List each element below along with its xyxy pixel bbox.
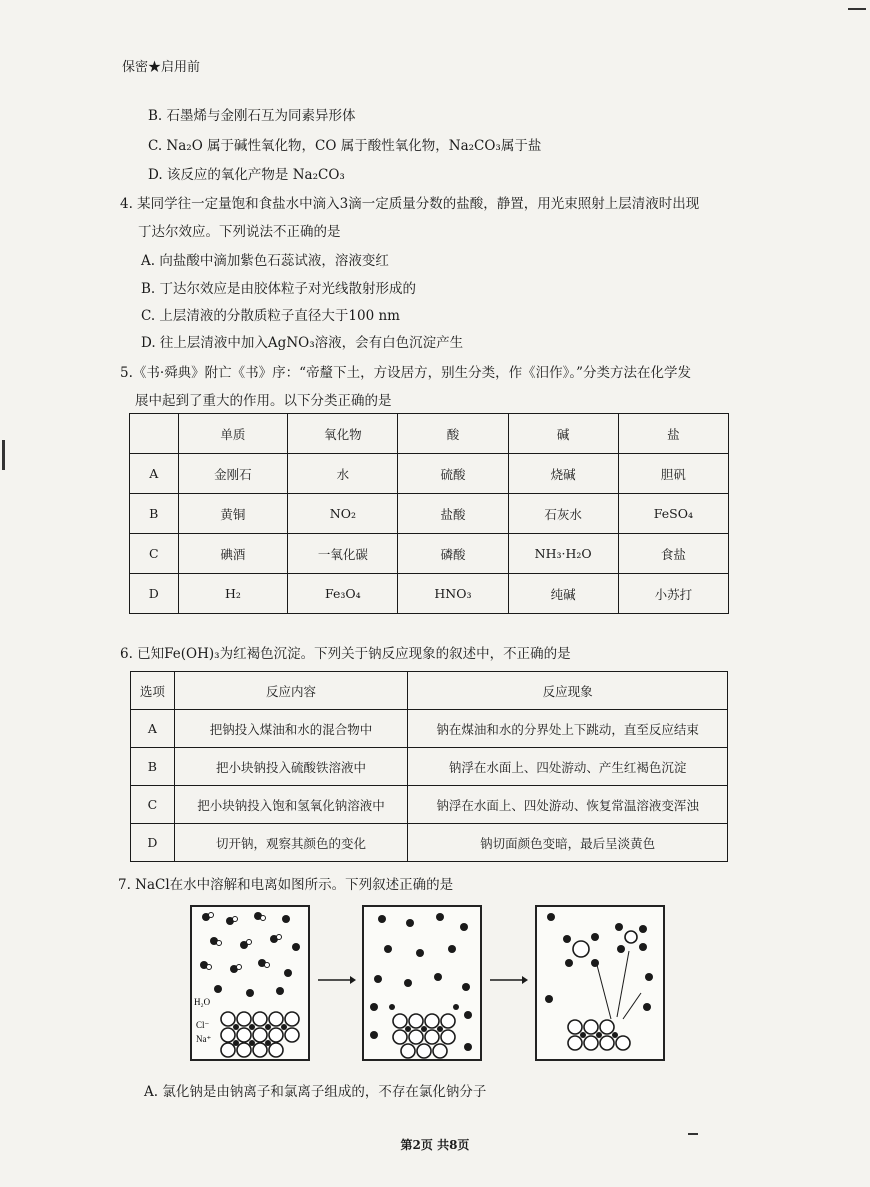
- table-cell: C: [130, 534, 179, 574]
- table-cell: 黄铜: [178, 494, 288, 534]
- table-cell: Fe₃O₄: [288, 574, 398, 614]
- dissolution-panel-1: [190, 905, 310, 1061]
- sodium-label: Na⁺: [196, 1034, 212, 1044]
- confidential-header: 保密★启用前: [122, 60, 201, 75]
- table-row: [131, 824, 728, 862]
- table-cell: D: [130, 574, 179, 614]
- table-cell: H₂: [178, 574, 288, 614]
- scan-artifact: [2, 440, 5, 470]
- table-header-row: [130, 414, 729, 454]
- q3-option-b: B. 石墨烯与金刚石互为同素异形体: [148, 108, 356, 124]
- table-row: [130, 494, 729, 534]
- table-cell: 盐酸: [398, 494, 508, 534]
- table-cell: 水: [288, 454, 398, 494]
- table-cell: 碘酒: [178, 534, 288, 574]
- table-row: [131, 748, 728, 786]
- table-cell: 硫酸: [398, 454, 508, 494]
- table-cell: A: [131, 710, 175, 748]
- table-cell: 切开钠，观察其颜色的变化: [174, 824, 407, 862]
- water-label: H₂O: [194, 997, 211, 1007]
- table-header-cell: 盐: [618, 414, 728, 454]
- q4-stem-line1: 4. 某同学往一定量饱和食盐水中滴入3滴一定质量分数的盐酸，静置，用光束照射上层清液时出现: [120, 196, 700, 212]
- table-cell: 钠浮在水面上、四处游动、产生红褐色沉淀: [408, 748, 728, 786]
- table-cell: B: [130, 494, 179, 534]
- sodium-reaction-table: [130, 671, 728, 862]
- table-cell: 纯碱: [508, 574, 618, 614]
- table-cell: 钠浮在水面上、四处游动、恢复常温溶液变浑浊: [408, 786, 728, 824]
- table-header-cell: 选项: [131, 672, 175, 710]
- table-cell: 小苏打: [618, 574, 728, 614]
- q5-stem-line2: 展中起到了重大的作用。以下分类正确的是: [135, 393, 392, 409]
- table-cell: 食盐: [618, 534, 728, 574]
- table-cell: HNO₃: [398, 574, 508, 614]
- table-row: [131, 710, 728, 748]
- table-row: [131, 786, 728, 824]
- dissolution-panel-2: [362, 905, 482, 1061]
- arrow-right-icon: [318, 974, 356, 986]
- q6-stem: 6. 已知Fe(OH)₃为红褐色沉淀。下列关于钠反应现象的叙述中，不正确的是: [120, 646, 571, 662]
- table-header-cell: 反应现象: [408, 672, 728, 710]
- table-row: [130, 454, 729, 494]
- table-cell: B: [131, 748, 175, 786]
- q5-stem-line1: 5.《书·舜典》附亡《书》序：“帝釐下土，方设居方，别生分类，作《汨作》。”分类方法在化学发: [120, 365, 691, 381]
- q4-option-d: D. 往上层清液中加入AgNO₃溶液，会有白色沉淀产生: [141, 335, 464, 351]
- arrow-right-icon: [490, 974, 528, 986]
- table-cell: 一氧化碳: [288, 534, 398, 574]
- table-cell: 金刚石: [178, 454, 288, 494]
- table-header-cell: 单质: [178, 414, 288, 454]
- table-cell: D: [131, 824, 175, 862]
- table-header-cell: 酸: [398, 414, 508, 454]
- scan-artifact: [688, 1133, 698, 1135]
- q7-stem: 7. NaCl在水中溶解和电离如图所示。下列叙述正确的是: [118, 877, 454, 893]
- table-cell: 胆矾: [618, 454, 728, 494]
- table-cell: 磷酸: [398, 534, 508, 574]
- q7-option-a: A. 氯化钠是由钠离子和氯离子组成的，不存在氯化钠分子: [144, 1084, 487, 1100]
- page-number: 第2页 共8页: [400, 1138, 470, 1152]
- table-header-cell: 反应内容: [174, 672, 407, 710]
- table-cell: 钠在煤油和水的分界处上下跳动，直至反应结束: [408, 710, 728, 748]
- q3-option-c: C. Na₂O 属于碱性氧化物，CO 属于酸性氧化物，Na₂CO₃属于盐: [148, 138, 542, 154]
- hydrated-ions-illustration: [537, 907, 663, 1059]
- table-cell: 把小块钠投入硫酸铁溶液中: [174, 748, 407, 786]
- molecules-illustration: [192, 907, 308, 1059]
- table-header-cell: 氧化物: [288, 414, 398, 454]
- table-cell: FeSO₄: [618, 494, 728, 534]
- table-header-row: [131, 672, 728, 710]
- q4-option-b: B. 丁达尔效应是由胶体粒子对光线散射形成的: [141, 281, 417, 297]
- table-header-cell: 碱: [508, 414, 618, 454]
- chloride-label: Cl⁻: [196, 1020, 210, 1030]
- q3-option-d: D. 该反应的氧化产物是 Na₂CO₃: [148, 167, 345, 183]
- q4-stem-line2: 丁达尔效应。下列说法不正确的是: [138, 224, 341, 240]
- table-cell: 石灰水: [508, 494, 618, 534]
- table-header-cell: [130, 414, 179, 454]
- scan-artifact: [848, 8, 866, 10]
- table-cell: 钠切面颜色变暗，最后呈淡黄色: [408, 824, 728, 862]
- table-row: [130, 534, 729, 574]
- table-cell: 烧碱: [508, 454, 618, 494]
- table-cell: NO₂: [288, 494, 398, 534]
- table-cell: A: [130, 454, 179, 494]
- table-row: [130, 574, 729, 614]
- q4-option-a: A. 向盐酸中滴加紫色石蕊试液，溶液变红: [141, 253, 389, 269]
- table-cell: 把小块钠投入饱和氢氧化钠溶液中: [174, 786, 407, 824]
- table-cell: 把钠投入煤油和水的混合物中: [174, 710, 407, 748]
- dissolution-panel-3: [535, 905, 665, 1061]
- molecules-illustration: [364, 907, 480, 1059]
- classification-table: [129, 413, 729, 614]
- table-cell: C: [131, 786, 175, 824]
- q4-option-c: C. 上层清液的分散质粒子直径大于100 nm: [141, 308, 400, 324]
- table-cell: NH₃·H₂O: [508, 534, 618, 574]
